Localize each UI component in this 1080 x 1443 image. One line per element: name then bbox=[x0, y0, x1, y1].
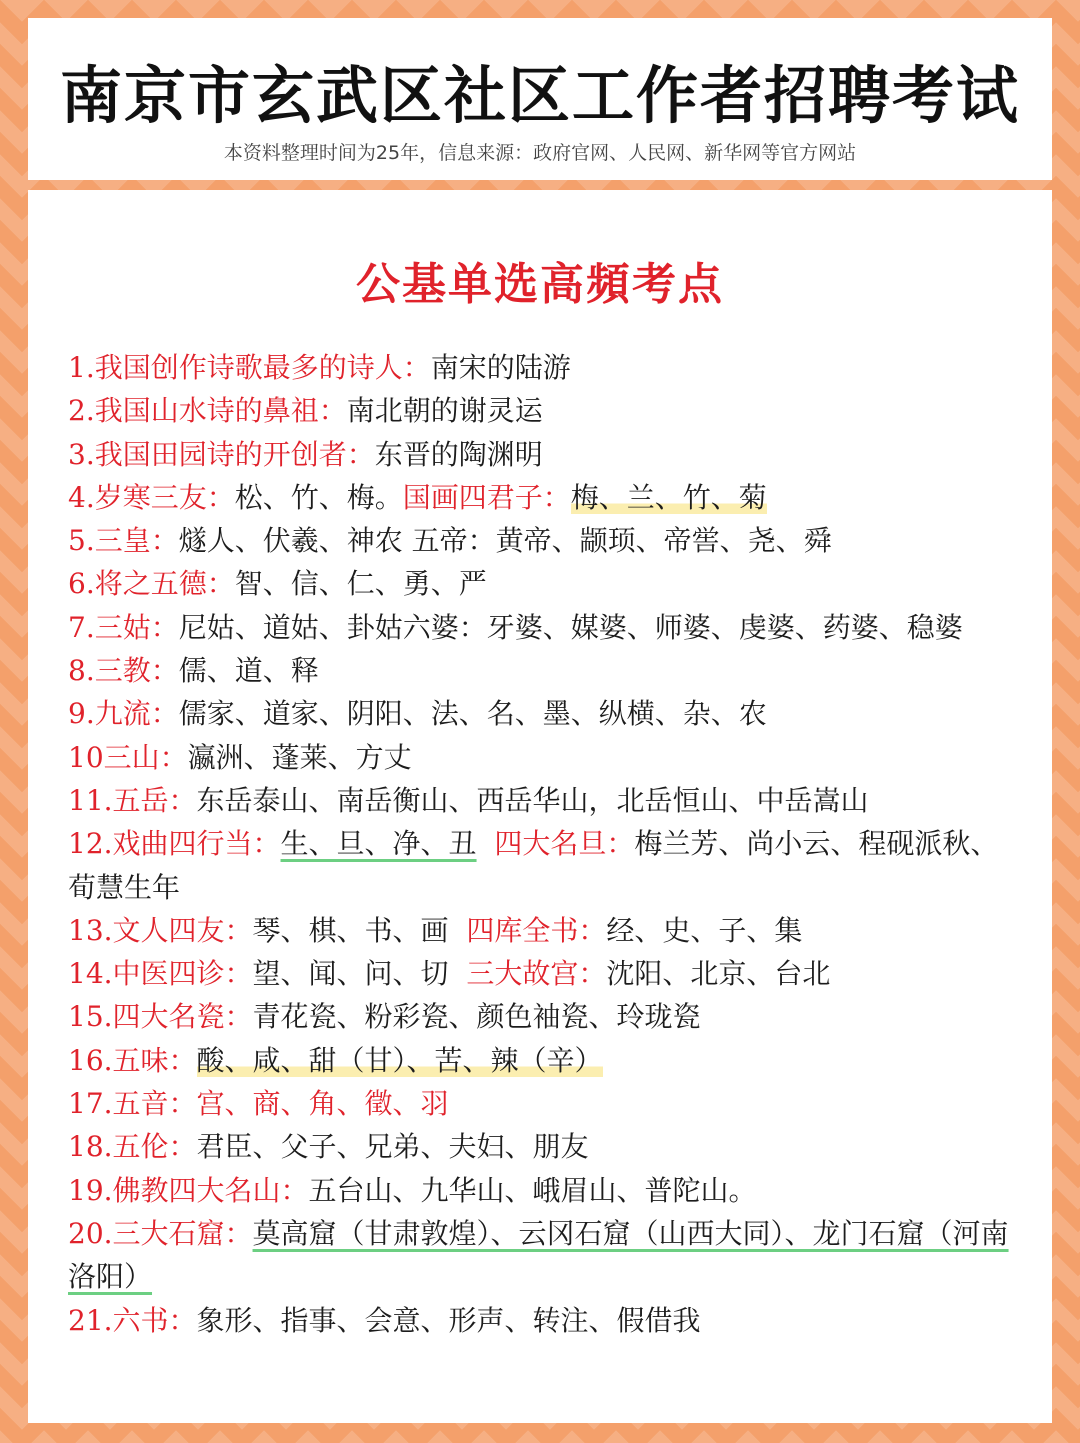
list-item bbox=[68, 562, 1012, 605]
underlined-text: 莫高窟（甘肃敦煌）、云冈石窟（山西大同）、龙门石窟（河南洛阳） bbox=[68, 1216, 1009, 1294]
item-text: 宫、商、角、徵、羽 bbox=[196, 1087, 449, 1121]
item-text: 青花瓷、粉彩瓷、颜色袖瓷、玲珑瓷 bbox=[252, 1000, 701, 1034]
item-label: 15.四大名瓷： bbox=[68, 1000, 253, 1034]
source-note: 本资料整理时间为25年，信息来源：政府官网、人民网、新华网等官方网站 bbox=[223, 142, 857, 164]
item-text: 儒家、道家、阴阳、法、名、墨、纵横、杂、农 bbox=[178, 697, 767, 731]
item-label: 1.我国创作诗歌最多的诗人： bbox=[68, 351, 431, 384]
page-title: 南京市玄武区社区工作者招聘考试 bbox=[59, 59, 1020, 132]
list-item bbox=[68, 606, 1012, 649]
item-text-secondary: 沈阳、北京、台北 bbox=[606, 957, 831, 991]
item-label: 13.文人四友： bbox=[68, 913, 253, 947]
list-item bbox=[68, 389, 1012, 432]
list-item bbox=[68, 1125, 1012, 1168]
list-item bbox=[68, 779, 1012, 822]
list-item bbox=[68, 822, 1012, 909]
list-item bbox=[68, 1299, 1012, 1342]
item-label: 16.五味： bbox=[68, 1043, 197, 1077]
item-text: 君臣、父子、兄弟、夫妇、朋友 bbox=[196, 1130, 589, 1164]
item-text: 智、信、仁、勇、严 bbox=[234, 567, 487, 601]
item-text: 尼姑、道姑、卦姑六婆：牙婆、媒婆、师婆、虔婆、药婆、稳婆 bbox=[178, 610, 963, 644]
item-label: 3.我国田园诗的开创者： bbox=[68, 437, 375, 471]
section-heading: 公基单选高頻考点 bbox=[356, 259, 724, 310]
item-label: 20.三大石窟： bbox=[68, 1216, 253, 1250]
item-label-secondary: 国画四君子： bbox=[402, 480, 571, 514]
list-item bbox=[68, 1169, 1012, 1212]
highlighted-text: 梅、兰、竹、菊 bbox=[570, 480, 767, 514]
header-panel bbox=[28, 18, 1052, 180]
item-text: 东岳泰山、南岳衡山、西岳华山，北岳恒山、中岳嵩山 bbox=[196, 783, 869, 817]
list-item bbox=[68, 909, 1012, 952]
list-item bbox=[68, 1082, 1012, 1125]
item-label: 6.将之五德： bbox=[68, 567, 235, 601]
item-label: 19.佛教四大名山： bbox=[68, 1173, 309, 1207]
item-text-secondary: 梅兰芳、尚小云、程砚派秋、荀慧生年 bbox=[68, 827, 999, 904]
highlighted-text: 酸、咸、甜（甘）、苦、辣（辛） bbox=[196, 1043, 603, 1077]
item-text: 望、闻、问、切 bbox=[252, 957, 449, 991]
item-label-secondary: 四大名旦： bbox=[494, 827, 635, 861]
item-text-secondary: 经、史、子、集 bbox=[606, 913, 803, 947]
item-text: 南宋的陆游 bbox=[430, 351, 571, 384]
item-text: 南北朝的谢灵运 bbox=[346, 394, 543, 428]
item-label: 2.我国山水诗的鼻祖： bbox=[68, 394, 347, 428]
item-text: 东晋的陶渊明 bbox=[374, 437, 543, 471]
item-label: 7.三姑： bbox=[68, 610, 179, 644]
list-item bbox=[68, 476, 1012, 519]
list-item bbox=[68, 952, 1012, 995]
item-label: 12.戏曲四行当： bbox=[68, 827, 281, 861]
item-label: 17.五音： bbox=[68, 1087, 197, 1121]
item-label-secondary: 四库全书： bbox=[466, 913, 607, 947]
item-text: 儒、道、释 bbox=[178, 654, 319, 688]
item-label: 4.岁寒三友： bbox=[68, 480, 235, 514]
list-item bbox=[68, 346, 1012, 389]
item-label: 14.中医四诊： bbox=[68, 957, 253, 991]
item-label: 11.五岳： bbox=[68, 783, 197, 817]
list-item bbox=[68, 736, 1012, 779]
item-label: 21.六书： bbox=[68, 1303, 197, 1337]
list-item bbox=[68, 519, 1012, 562]
list-item bbox=[68, 995, 1012, 1038]
item-label: 9.九流： bbox=[68, 697, 179, 731]
list-item bbox=[68, 1039, 1012, 1082]
item-text: 燧人、伏羲、神农 五帝：黄帝、颛顼、帝喾、尧、舜 bbox=[178, 524, 832, 558]
list-item bbox=[68, 649, 1012, 692]
list-item bbox=[68, 692, 1012, 735]
knowledge-list bbox=[68, 346, 1012, 1342]
item-label: 10三山： bbox=[68, 740, 188, 774]
item-label-secondary: 三大故宫： bbox=[466, 957, 607, 991]
item-text: 五台山、九华山、峨眉山、普陀山。 bbox=[308, 1173, 757, 1207]
content-panel bbox=[28, 190, 1052, 1423]
item-label: 18.五伦： bbox=[68, 1130, 197, 1164]
list-item bbox=[68, 1212, 1012, 1299]
list-item bbox=[68, 433, 1012, 476]
item-text: 瀛洲、蓬莱、方丈 bbox=[187, 740, 412, 774]
item-text: 琴、棋、书、画 bbox=[252, 913, 449, 947]
item-text: 象形、指事、会意、形声、转注、假借我 bbox=[196, 1303, 701, 1337]
item-text: 松、竹、梅。 bbox=[234, 480, 403, 514]
item-label: 8.三教： bbox=[68, 654, 179, 688]
item-label: 5.三皇： bbox=[68, 524, 179, 558]
underlined-text: 生、旦、净、丑 bbox=[280, 827, 477, 861]
